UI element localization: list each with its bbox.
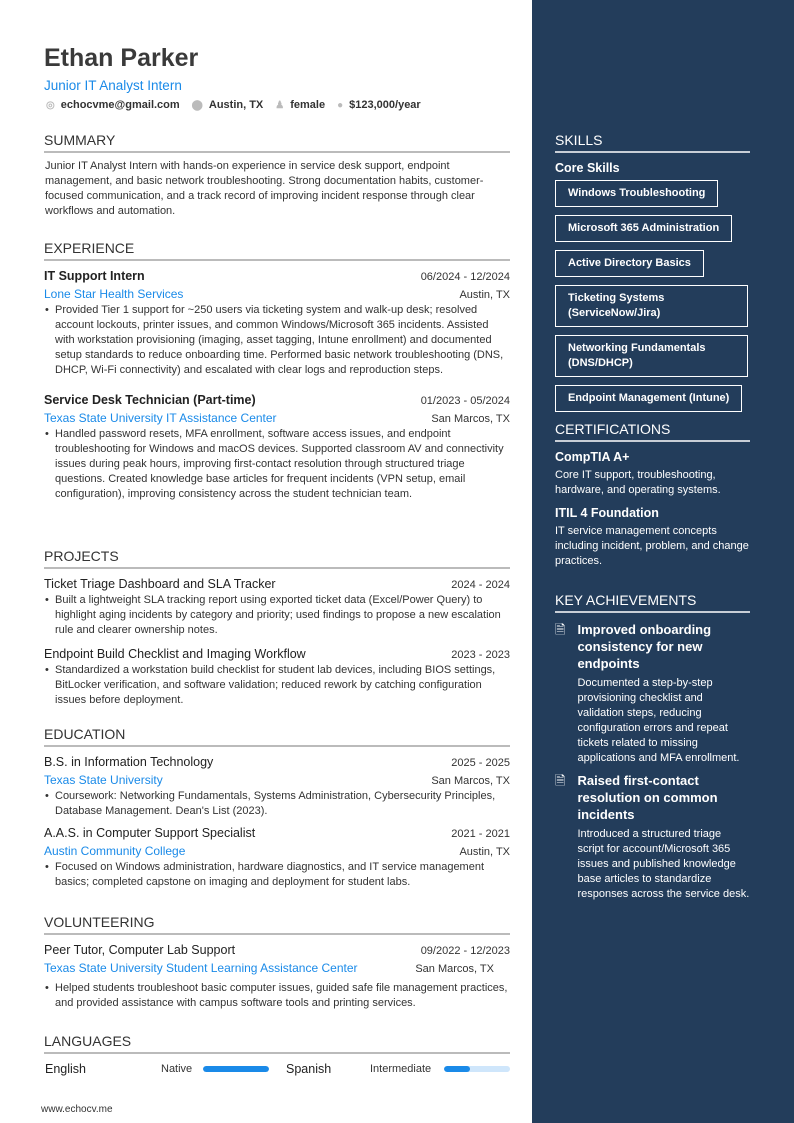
language-proficiency-bar	[444, 1066, 510, 1072]
volunteer-bullet: • Helped students troubleshoot basic computer issues, guided safe file management practices, and provided assistance with campus software tools and printing services.	[55, 981, 510, 1011]
gender: female	[290, 99, 326, 111]
degree: B.S. in Information Technology	[44, 755, 214, 769]
volunteer-location: San Marcos, TX	[415, 963, 494, 975]
section-heading: SUMMARY	[44, 131, 510, 153]
language-level: Native	[161, 1063, 193, 1075]
experience-dates: 01/2023 - 05/2024	[420, 395, 510, 407]
location: Austin, TX	[208, 99, 264, 111]
experience-location: San Marcos, TX	[431, 413, 510, 425]
language-name: English	[45, 1062, 86, 1076]
achievement-title: Improved onboarding consistency for new endpoints	[577, 622, 712, 671]
section-heading: PROJECTS	[44, 547, 510, 569]
section-heading: CERTIFICATIONS	[555, 420, 750, 442]
certification-desc: Core IT support, troubleshooting, hardware, and operating systems.	[555, 469, 721, 496]
experience-dates: 06/2024 - 12/2024	[420, 271, 510, 283]
experience-item	[44, 267, 510, 378]
experience-role: Service Desk Technician (Part-time)	[44, 393, 256, 407]
document-icon: 🗎	[555, 622, 566, 637]
experience-location: Austin, TX	[459, 289, 510, 301]
language-name: Spanish	[286, 1062, 332, 1076]
language-level: Intermediate	[370, 1063, 432, 1075]
skill-tags	[555, 180, 750, 420]
language-item	[44, 1060, 286, 1078]
language-proficiency-bar	[203, 1066, 269, 1072]
skill-tag: Active Directory Basics	[555, 250, 704, 277]
volunteer-role: Peer Tutor, Computer Lab Support	[44, 943, 236, 957]
skills-section	[555, 131, 750, 420]
section-heading: EDUCATION	[44, 725, 510, 747]
achievement-title: Raised first-contact resolution on common incidents	[577, 773, 718, 822]
education-location: Austin, TX	[459, 846, 510, 858]
section-heading: SKILLS	[555, 131, 750, 153]
project-bullet: • Built a lightweight SLA tracking report using exported ticket data (Excel/Power Query) to highlight aging incidents by category and priority; used findings to propose a new escalation rule and clearer ownership notes.	[55, 593, 510, 638]
project-bullet: • Standardized a workstation build checklist for student lab devices, including BIOS settings, BitLocker verification, and software validation; reduced rework by catching configuration issues before deployment.	[55, 663, 510, 708]
contact-info	[46, 99, 421, 111]
certification-desc: IT service management concepts including incident, problem, and change practices.	[555, 525, 749, 567]
experience-company: Lone Star Health Services	[44, 287, 184, 301]
summary-section	[44, 131, 510, 219]
experience-item	[44, 391, 510, 502]
education-location: San Marcos, TX	[431, 775, 510, 787]
document-icon: 🗎	[555, 773, 566, 788]
volunteer-dates: 09/2022 - 12/2023	[420, 945, 510, 957]
email-icon: ◎	[46, 99, 55, 111]
experience-bullet: • Handled password resets, MFA enrollment, software access issues, and endpoint troubleshooting for Windows and macOS devices. Supported classroom AV and connectivity issues during peak hours, improving first-contact resolution through structured triage questions. Created knowledge base articles for frequent incidents (VPN setup, email configuration), improving consistency across the student technician team.	[55, 427, 510, 502]
experience-section	[44, 239, 510, 506]
section-heading: VOLUNTEERING	[44, 913, 510, 935]
skills-subtitle: Core Skills	[555, 161, 620, 175]
degree: A.A.S. in Computer Support Specialist	[44, 826, 256, 840]
certifications-section	[555, 420, 750, 569]
candidate-name: Ethan Parker	[44, 44, 199, 72]
achievements-section	[555, 591, 750, 908]
experience-bullet: • Provided Tier 1 support for ~250 users via ticketing system and walk-up desk; resolved account lockouts, printer issues, and common Windows/Microsoft 365 incidents. Assisted with workstation provisioning (imaging, asset tagging, Intune enrollment) and documented setup standards to reduce onboarding time. Performed basic network troubleshooting (DNS, DHCP, Wi-Fi connectivity) and escalated with clear logs and reproduction steps.	[55, 303, 510, 378]
achievement-desc: Introduced a structured triage script for account/Microsoft 365 issues and published knowledge base articles to standardize responses across the service desk.	[577, 828, 750, 900]
location-icon: ⬤	[191, 99, 203, 111]
skill-tag: Endpoint Management (Intune)	[555, 385, 742, 412]
certification-name: CompTIA A+	[555, 450, 630, 464]
certification-name: ITIL 4 Foundation	[555, 506, 659, 520]
skill-tag: Windows Troubleshooting	[555, 180, 718, 207]
project-dates: 2024 - 2024	[451, 579, 510, 591]
achievement-item	[555, 772, 750, 902]
skill-tag: Microsoft 365 Administration	[555, 215, 732, 242]
school: Austin Community College	[44, 844, 186, 858]
projects-section	[44, 547, 510, 712]
experience-company: Texas State University IT Assistance Center	[44, 411, 277, 425]
person-icon: ♟	[275, 99, 285, 111]
skill-tag: Ticketing Systems (ServiceNow/Jira)	[555, 285, 748, 327]
volunteer-org: Texas State University Student Learning Assistance Center	[44, 961, 358, 975]
experience-role: IT Support Intern	[44, 269, 145, 283]
education-section	[44, 725, 510, 894]
education-bullet: • Focused on Windows administration, hardware diagnostics, and IT service management basics; completed capstone on imaging and deployment for student labs.	[55, 860, 510, 890]
section-heading: EXPERIENCE	[44, 239, 510, 261]
language-item	[286, 1060, 510, 1078]
education-dates: 2021 - 2021	[451, 828, 510, 840]
school: Texas State University	[44, 773, 163, 787]
salary-icon: ●	[337, 99, 344, 111]
education-dates: 2025 - 2025	[451, 757, 510, 769]
summary-text: Junior IT Analyst Intern with hands-on experience in service desk support, endpoint management, and basic network troubleshooting. Strong documentation habits, customer-focused communication, and a track record of improving incident response through clear workflows and automation.	[45, 160, 484, 217]
footer-link[interactable]: www.echocv.me	[41, 1104, 113, 1115]
email: echocvme@gmail.com	[60, 99, 180, 111]
section-heading: LANGUAGES	[44, 1032, 510, 1054]
skill-tag: Networking Fundamentals (DNS/DHCP)	[555, 335, 748, 377]
achievement-item	[555, 621, 750, 766]
salary: $123,000/year	[349, 99, 421, 111]
languages-section	[44, 1032, 510, 1078]
education-bullet: • Coursework: Networking Fundamentals, Systems Administration, Cybersecurity Principles, Database Management. Dean's List (2023).	[55, 789, 510, 819]
project-name: Endpoint Build Checklist and Imaging Workflow	[44, 647, 306, 661]
section-heading: KEY ACHIEVEMENTS	[555, 591, 750, 613]
achievement-desc: Documented a step-by-step provisioning checklist and validation steps, reducing configuration errors and repeat tickets related to missing applications and MFA enrollment.	[577, 677, 740, 764]
project-dates: 2023 - 2023	[451, 649, 510, 661]
sidebar	[532, 0, 794, 1123]
project-name: Ticket Triage Dashboard and SLA Tracker	[44, 577, 276, 591]
job-title: Junior IT Analyst Intern	[44, 78, 182, 93]
volunteering-section	[44, 913, 510, 1015]
